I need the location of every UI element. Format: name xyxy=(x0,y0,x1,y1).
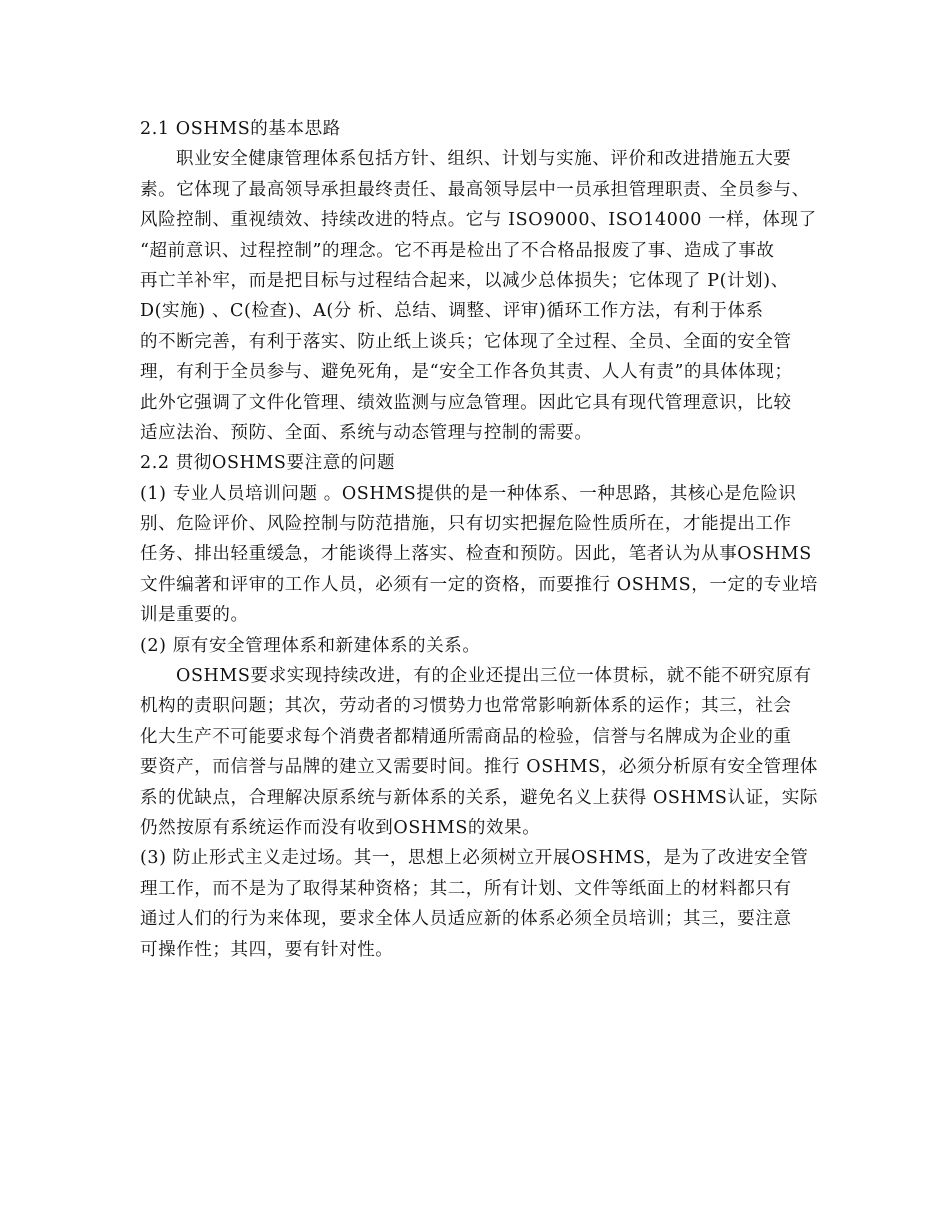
text-line: 理工作，而不是为了取得某种资格；其二，所有计划、文件等纸面上的材料都只有 xyxy=(140,878,792,899)
text-line: (3) 防止形式主义走过场。其一，思想上必须树立开展OSHMS，是为了改进安全管 xyxy=(140,848,809,869)
text-line: 文件编著和评审的工作人员，必须有一定的资格，而要推行 OSHMS，一定的专业培 xyxy=(140,574,818,595)
text-line: 2.2 贯彻OSHMS要注意的问题 xyxy=(140,453,396,474)
text-line: (2) 原有安全管理体系和新建体系的关系。 xyxy=(140,635,481,656)
text-line: 再亡羊补牢，而是把目标与过程结合起来，以减少总体损失；它体现了 P(计划)、 xyxy=(140,270,789,291)
text-line: (1) 专业人员培训问题 。OSHMS提供的是一种体系、一种思路，其核心是危险识 xyxy=(140,483,797,504)
text-line: OSHMS要求实现持续改进，有的企业还提出三位一体贯标，就不能不研究原有 xyxy=(176,666,812,687)
text-line: 任务、排出轻重缓急，才能谈得上落实、检查和预防。因此，笔者认为从事OSHMS xyxy=(140,544,812,565)
text-line: 风险控制、重视绩效、持续改进的特点。它与 ISO9000、ISO14000 一样，体现了 xyxy=(140,210,817,231)
text-line: 素。它体现了最高领导承担最终责任、最高领导层中一员承担管理职责、全员参与、 xyxy=(140,179,810,200)
text-line: 可操作性；其四，要有针对性。 xyxy=(140,939,394,960)
text-line: 适应法治、预防、全面、系统与动态管理与控制的需要。 xyxy=(140,422,593,443)
text-line: 职业安全健康管理体系包括方针、组织、计划与实施、评价和改进措施五大要 xyxy=(176,149,792,170)
text-line: 仍然按原有系统运作而没有收到OSHMS的效果。 xyxy=(140,817,541,838)
text-line: 系的优缺点，合理解决原系统与新体系的关系，避免名义上获得 OSHMS认证，实际 xyxy=(140,787,818,808)
text-line: 化大生产不可能要求每个消费者都精通所需商品的检验，信誉与名牌成为企业的重 xyxy=(140,726,792,747)
text-line: 的不断完善，有利于落实、防止纸上谈兵；它体现了全过程、全员、全面的安全管 xyxy=(140,331,792,352)
text-line: 此外它强调了文件化管理、绩效监测与应急管理。因此它具有现代管理意识，比较 xyxy=(140,392,792,413)
text-line: 训是重要的。 xyxy=(140,605,249,626)
text-line: 理，有利于全员参与、避免死角，是“安全工作各负其责、人人有责”的具体体现； xyxy=(140,362,793,383)
text-line: 通过人们的行为来体现，要求全体人员适应新的体系必须全员培训；其三，要注意 xyxy=(140,909,792,930)
text-line: 2.1 OSHMS的基本思路 xyxy=(140,119,341,139)
text-line: “超前意识、过程控制”的理念。它不再是检出了不合格品报废了事、造成了事故 xyxy=(140,240,775,261)
document-page xyxy=(140,114,820,965)
text-line: 别、危险评价、风险控制与防范措施，只有切实把握危险性质所在，才能提出工作 xyxy=(140,514,792,535)
text-line: 机构的责职问题；其次，劳动者的习惯势力也常常影响新体系的运作；其三，社会 xyxy=(140,696,792,717)
text-line: 要资产，而信誉与品牌的建立又需要时间。推行 OSHMS，必须分析原有安全管理体 xyxy=(140,757,818,778)
text-line: D(实施) 、C(检查)、A(分 析、总结、调整、评审)循环工作方法，有利于体系 xyxy=(140,301,764,322)
